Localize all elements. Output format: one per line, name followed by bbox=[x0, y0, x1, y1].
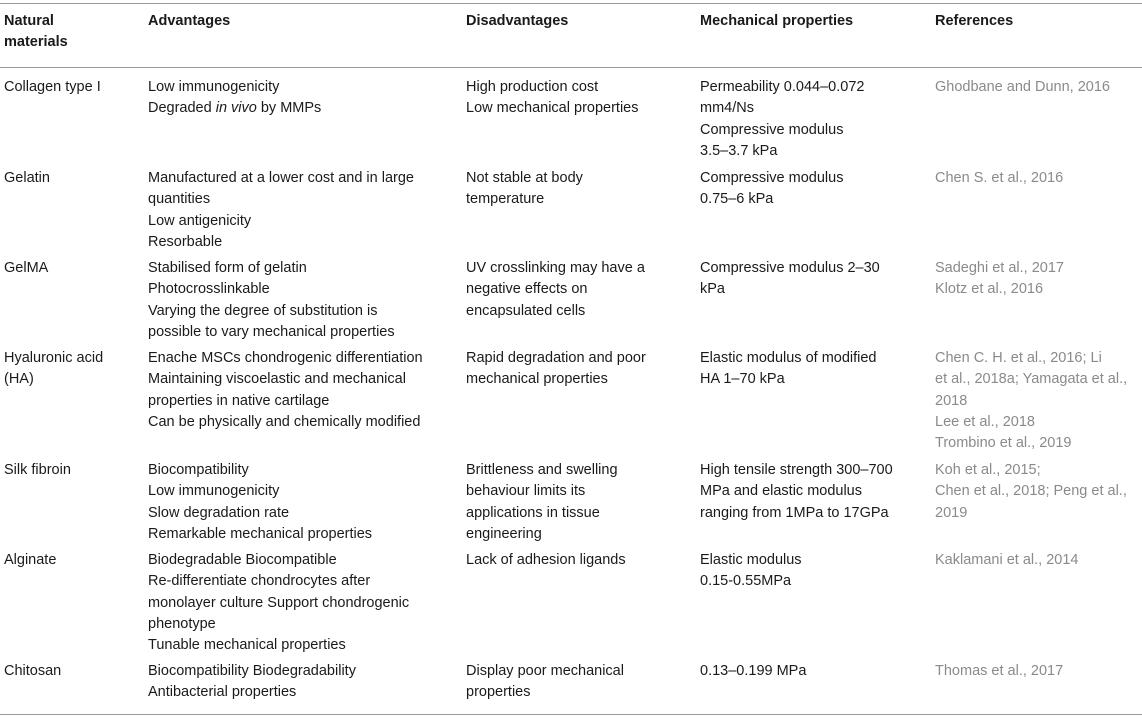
cell-line: High tensile strength 300–700 bbox=[700, 462, 893, 478]
cell-line: temperature bbox=[466, 191, 545, 208]
header-references: References bbox=[935, 13, 1014, 29]
cell-line: Degraded in vivo by MMPs bbox=[148, 100, 322, 117]
cell-line: Low mechanical properties bbox=[466, 100, 639, 117]
cell-line: Resorbable bbox=[148, 233, 223, 250]
cell-line: GelMA bbox=[4, 260, 49, 276]
cell-line: encapsulated cells bbox=[466, 302, 586, 319]
cell-material bbox=[4, 168, 50, 189]
cell-mechanical bbox=[700, 661, 806, 682]
cell-references bbox=[935, 77, 1110, 98]
cell-line: monolayer culture Support chondrogenic bbox=[148, 594, 410, 611]
cell-line: Brittleness and swelling bbox=[466, 462, 618, 478]
cell-line: Photocrosslinkable bbox=[148, 281, 270, 298]
cell-material bbox=[4, 258, 48, 279]
top-rule bbox=[0, 3, 1142, 4]
cell-line: Enache MSCs chondrogenic differentiation bbox=[148, 350, 423, 366]
cell-line: UV crosslinking may have a bbox=[466, 260, 645, 276]
cell-mechanical bbox=[700, 550, 802, 593]
cell-material bbox=[4, 77, 101, 98]
cell-line: Ghodbane and Dunn, 2016 bbox=[935, 79, 1110, 95]
cell-material bbox=[4, 460, 71, 481]
cell-line: applications in tissue bbox=[466, 504, 600, 521]
cell-line: Biodegradable Biocompatible bbox=[148, 552, 337, 568]
cell-mechanical bbox=[700, 77, 864, 162]
cell-disadvantages bbox=[466, 77, 638, 120]
header-advantages: Advantages bbox=[148, 13, 231, 29]
cell-line: Remarkable mechanical properties bbox=[148, 525, 373, 542]
cell-line: Koh et al., 2015; bbox=[935, 462, 1041, 478]
cell-line: Biocompatibility Biodegradability bbox=[148, 663, 356, 679]
cell-line: Gelatin bbox=[4, 170, 50, 186]
cell-line: Display poor mechanical bbox=[466, 663, 624, 679]
cell-line: Not stable at body bbox=[466, 170, 583, 186]
cell-line: Kaklamani et al., 2014 bbox=[935, 552, 1079, 568]
cell-references bbox=[935, 168, 1063, 189]
cell-line: Manufactured at a lower cost and in large bbox=[148, 170, 414, 186]
cell-mechanical bbox=[700, 348, 877, 391]
cell-line: 3.5–3.7 kPa bbox=[700, 142, 778, 159]
cell-line: Silk fibroin bbox=[4, 462, 71, 478]
cell-line: Lee et al., 2018 bbox=[935, 413, 1035, 430]
cell-line: properties bbox=[466, 684, 531, 701]
cell-line: Low antigenicity bbox=[148, 212, 252, 229]
bottom-rule bbox=[0, 714, 1142, 715]
cell-mechanical bbox=[700, 258, 880, 301]
cell-material bbox=[4, 550, 56, 571]
cell-line: HA 1–70 kPa bbox=[700, 371, 785, 388]
cell-material bbox=[4, 661, 61, 682]
cell-line: Low immunogenicity bbox=[148, 483, 280, 500]
cell-references bbox=[935, 348, 1127, 454]
cell-line: Low immunogenicity bbox=[148, 79, 280, 95]
cell-mechanical bbox=[700, 460, 893, 524]
cell-advantages bbox=[148, 258, 395, 343]
cell-line: Biocompatibility bbox=[148, 462, 249, 478]
cell-line: mechanical properties bbox=[466, 371, 608, 388]
cell-line: Lack of adhesion ligands bbox=[466, 552, 626, 568]
cell-references bbox=[935, 550, 1078, 571]
cell-advantages bbox=[148, 77, 321, 120]
cell-line: Stabilised form of gelatin bbox=[148, 260, 307, 276]
cell-line: Permeability 0.044–0.072 bbox=[700, 79, 865, 95]
cell-line: Chitosan bbox=[4, 663, 62, 679]
header-disadvantages: Disadvantages bbox=[466, 13, 569, 29]
cell-line: Slow degradation rate bbox=[148, 504, 290, 521]
cell-line: Chen S. et al., 2016 bbox=[935, 170, 1064, 186]
cell-line: Trombino et al., 2019 bbox=[935, 435, 1072, 452]
cell-disadvantages bbox=[466, 168, 583, 211]
cell-line: kPa bbox=[700, 281, 725, 298]
cell-advantages bbox=[148, 348, 423, 433]
cell-line: engineering bbox=[466, 525, 542, 542]
header-mechanical-properties: Mechanical properties bbox=[700, 13, 854, 29]
cell-line: Compressive modulus bbox=[700, 121, 844, 138]
cell-line: Hyaluronic acid bbox=[4, 350, 104, 366]
cell-advantages bbox=[148, 550, 409, 656]
cell-line: quantities bbox=[148, 191, 211, 208]
cell-line: et al., 2018a; Yamagata et al., bbox=[935, 371, 1128, 388]
cell-line: 0.15-0.55MPa bbox=[700, 573, 792, 590]
cell-line: Can be physically and chemically modified bbox=[148, 413, 421, 430]
cell-disadvantages bbox=[466, 348, 646, 391]
cell-references bbox=[935, 661, 1063, 682]
cell-advantages bbox=[148, 460, 372, 545]
cell-material bbox=[4, 348, 103, 391]
cell-line: Re-differentiate chondrocytes after bbox=[148, 573, 371, 590]
cell-line: (HA) bbox=[4, 371, 34, 388]
cell-disadvantages bbox=[466, 460, 618, 545]
cell-line: possible to vary mechanical properties bbox=[148, 323, 395, 340]
cell-line: Antibacterial properties bbox=[148, 684, 297, 701]
header-rule bbox=[0, 67, 1142, 68]
cell-line: 0.13–0.199 MPa bbox=[700, 663, 807, 679]
cell-line: 2019 bbox=[935, 504, 968, 521]
cell-line: Maintaining viscoelastic and mechanical bbox=[148, 371, 406, 388]
cell-line: behaviour limits its bbox=[466, 483, 586, 500]
cell-references bbox=[935, 258, 1064, 301]
cell-line: Chen et al., 2018; Peng et al., bbox=[935, 483, 1127, 500]
cell-line: 2018 bbox=[935, 392, 968, 409]
cell-line: Chen C. H. et al., 2016; Li bbox=[935, 350, 1102, 366]
cell-line: Tunable mechanical properties bbox=[148, 637, 346, 654]
cell-line: Klotz et al., 2016 bbox=[935, 281, 1044, 298]
cell-line: High production cost bbox=[466, 79, 599, 95]
cell-line: Elastic modulus of modified bbox=[700, 350, 877, 366]
cell-advantages bbox=[148, 661, 356, 704]
cell-line: Varying the degree of substitution is bbox=[148, 302, 378, 319]
cell-line: mm4/Ns bbox=[700, 100, 754, 117]
cell-line: ranging from 1MPa to 17GPa bbox=[700, 504, 889, 521]
cell-line: Alginate bbox=[4, 552, 57, 568]
cell-line: Compressive modulus 2–30 bbox=[700, 260, 880, 276]
cell-line: negative effects on bbox=[466, 281, 588, 298]
cell-references bbox=[935, 460, 1127, 524]
header-natural-materials: Natural materials bbox=[4, 13, 68, 51]
cell-disadvantages bbox=[466, 661, 624, 704]
cell-line: Elastic modulus bbox=[700, 552, 802, 568]
cell-line: properties in native cartilage bbox=[148, 392, 330, 409]
cell-line: 0.75–6 kPa bbox=[700, 191, 774, 208]
cell-disadvantages bbox=[466, 550, 626, 571]
cell-advantages bbox=[148, 168, 414, 253]
cell-mechanical bbox=[700, 168, 843, 211]
cell-line: Thomas et al., 2017 bbox=[935, 663, 1064, 679]
cell-line: Sadeghi et al., 2017 bbox=[935, 260, 1064, 276]
cell-line: Collagen type I bbox=[4, 79, 101, 95]
cell-line: Rapid degradation and poor bbox=[466, 350, 646, 366]
cell-line: phenotype bbox=[148, 615, 216, 632]
cell-disadvantages bbox=[466, 258, 645, 322]
cell-line: MPa and elastic modulus bbox=[700, 483, 862, 500]
cell-line: Compressive modulus bbox=[700, 170, 844, 186]
